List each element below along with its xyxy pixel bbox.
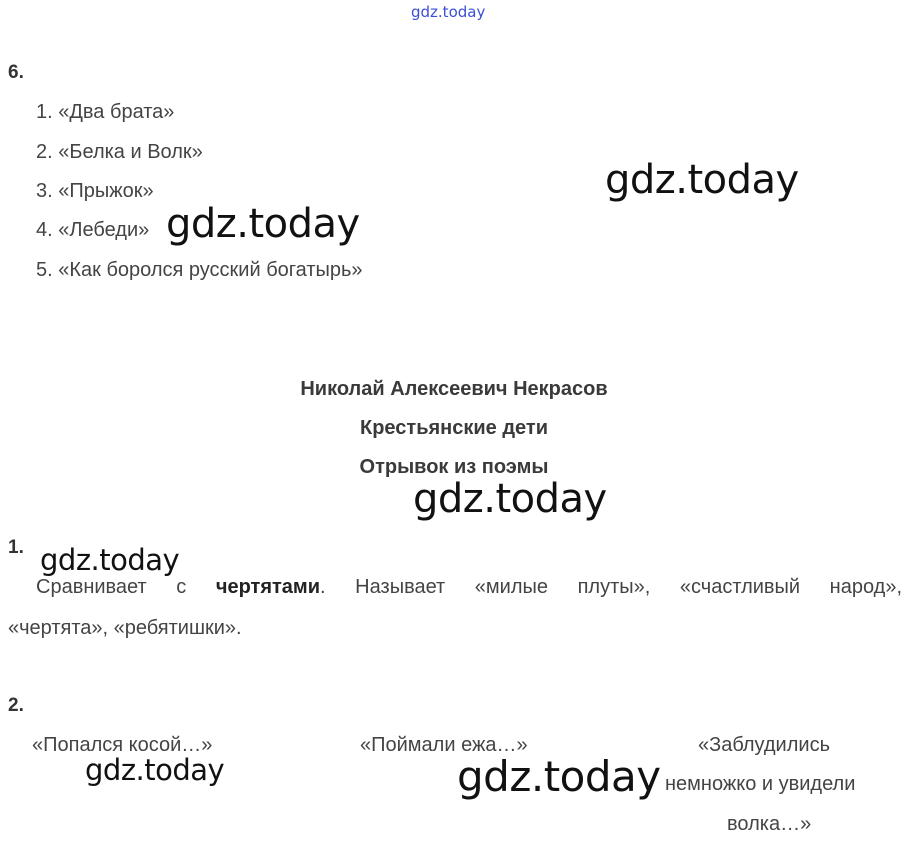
answer-column-3-line3: волка…» [727, 813, 812, 835]
list-item: 5. «Как боролся русский богатырь» [36, 259, 363, 281]
task-1-text-after: . Называет «милые плуты», «счастливый народ», [320, 576, 902, 598]
task-1-text-line2: «чертята», «ребятишки». [8, 617, 242, 639]
poem-subtitle: Отрывок из поэмы [359, 456, 549, 478]
watermark: gdz.today [85, 753, 225, 787]
poem-author: Николай Алексеевич Некрасов [300, 378, 608, 400]
watermark: gdz.today [413, 476, 607, 522]
task-1-text-before: Сравнивает с [36, 576, 216, 598]
task-1-bold-word: чертятами [215, 576, 321, 598]
task-2-number: 2. [8, 695, 24, 716]
answer-column-1: «Попался косой…» [32, 734, 213, 756]
watermark: gdz.today [166, 201, 360, 247]
answer-column-2: «Поймали ежа…» [360, 734, 528, 756]
list-item: 4. «Лебеди» [36, 219, 150, 241]
watermark: gdz.today [605, 157, 799, 203]
answer-column-3-line1: «Заблудились [698, 734, 830, 756]
task-6-number: 6. [8, 62, 24, 83]
list-item: 2. «Белка и Волк» [36, 141, 203, 163]
watermark: gdz.today [40, 543, 180, 577]
poem-title: Крестьянские дети [360, 417, 548, 439]
list-item: 3. «Прыжок» [36, 180, 154, 202]
task-1-number: 1. [8, 537, 24, 558]
task-1-text [36, 576, 902, 599]
list-item: 1. «Два брата» [36, 101, 175, 123]
watermark: gdz.today [457, 752, 661, 801]
watermark-top: gdz.today [411, 3, 486, 21]
answer-column-3-line2: немножко и увидели [665, 773, 856, 795]
